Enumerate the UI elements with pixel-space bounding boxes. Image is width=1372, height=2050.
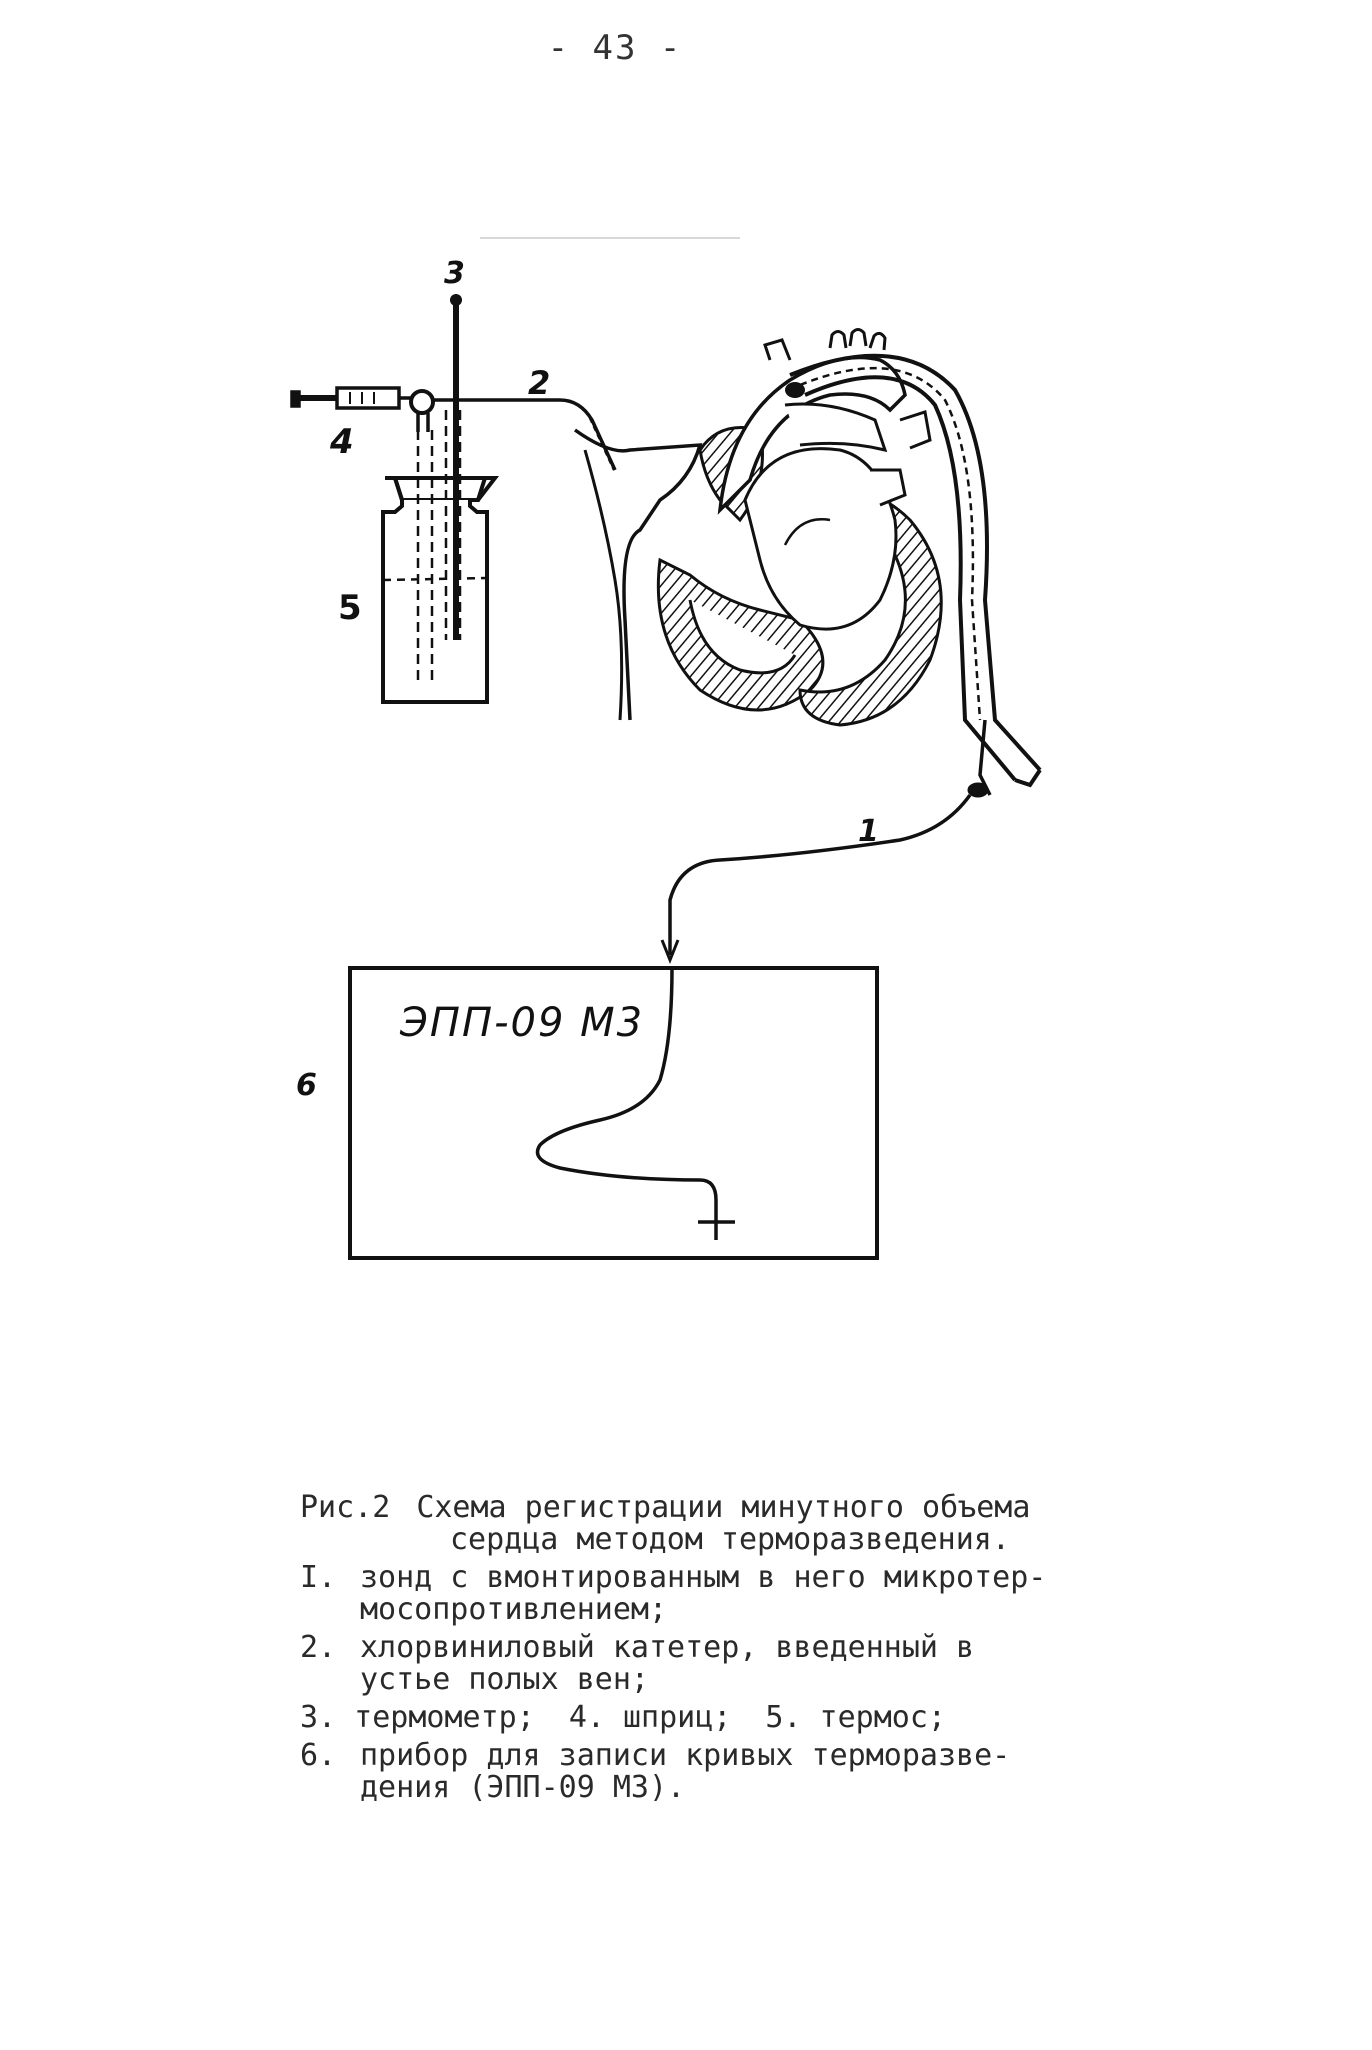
caption-item-text: мосопротивлением; [360, 1592, 668, 1627]
caption-item-text: устье полых вен; [360, 1662, 649, 1697]
label-2: 2 [528, 364, 551, 402]
caption-item-number: 6. [300, 1738, 337, 1773]
caption-item-text: хлорвиниловый катетер, введенный в [360, 1630, 975, 1665]
caption-item-text: зонд с вмонтированным в него микротер- [360, 1560, 1047, 1595]
caption-item [300, 1632, 1300, 1696]
heart [575, 330, 941, 726]
caption-title-line1: Схема регистрации минутного объема [416, 1490, 1031, 1525]
caption-item-4: 4. шприц; [568, 1700, 732, 1735]
device-label: ЭПП-09 М3 [400, 1000, 645, 1046]
label-6: 6 [296, 1068, 317, 1103]
caption-item [300, 1740, 1300, 1804]
caption-item [300, 1562, 1300, 1626]
caption-item-number: I. [300, 1560, 337, 1595]
label-5: 5 [338, 588, 362, 628]
label-4: 4 [330, 422, 354, 462]
page-number: - 43 - [547, 28, 683, 68]
caption-item-number: 2. [300, 1630, 337, 1665]
caption-items-3-5 [300, 1702, 1300, 1734]
caption-item-3: 3. термометр; [300, 1700, 535, 1735]
caption-prefix: Рис.2 [300, 1490, 391, 1525]
caption-item-text: дения (ЭПП-09 М3). [360, 1770, 686, 1805]
caption-title-line2: сердца методом терморазведения. [450, 1522, 1010, 1557]
thermos [383, 478, 495, 702]
label-1: 1 [858, 814, 879, 849]
label-3: 3 [444, 256, 465, 291]
syringe [292, 388, 433, 432]
caption-item-5: 5. термос; [765, 1700, 946, 1735]
probe-wire [670, 795, 970, 955]
figure-caption [300, 1492, 1300, 1804]
caption-item-text: прибор для записи кривых терморазве- [360, 1738, 1011, 1773]
